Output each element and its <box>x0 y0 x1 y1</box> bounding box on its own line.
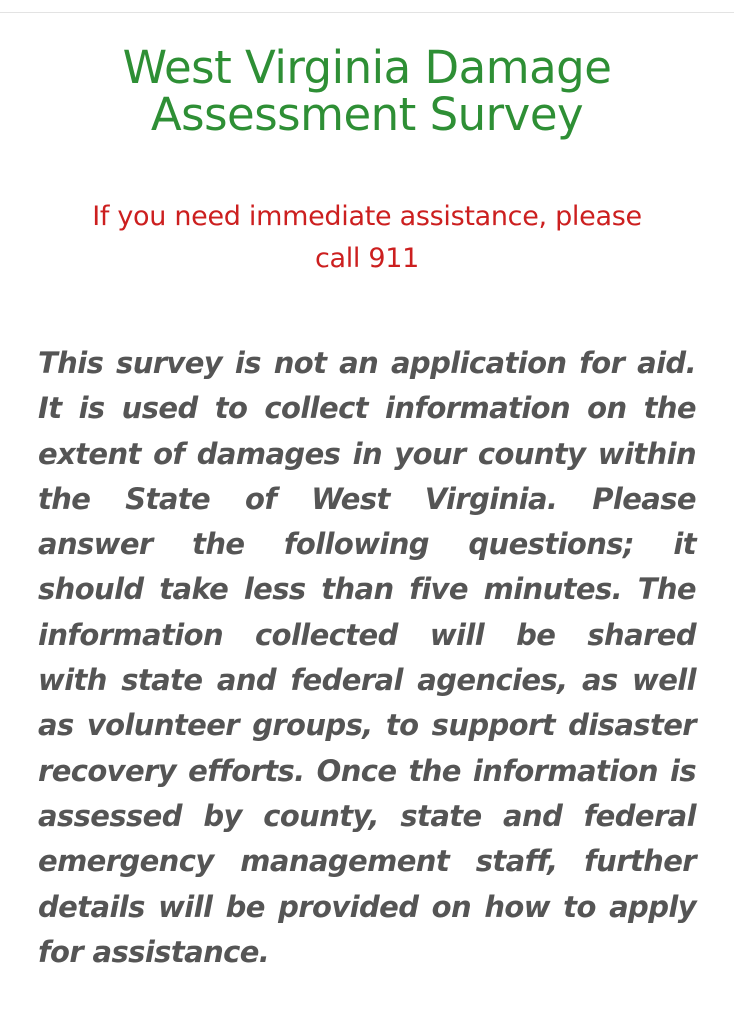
description-line: It is used to collect information on the <box>38 391 696 426</box>
description-line: answer the following questions; it <box>38 527 696 562</box>
survey-description <box>38 341 696 975</box>
emergency-notice-line-1: If you need immediate assistance, please <box>92 201 642 232</box>
emergency-notice-line-2: call 911 <box>314 243 420 274</box>
description-line: information collected will be shared <box>38 617 696 652</box>
description-line: as volunteer groups, to support disaster <box>38 708 696 743</box>
description-line: for assistance. <box>38 934 270 969</box>
description-line: extent of damages in your county within <box>38 436 696 471</box>
emergency-notice <box>30 196 704 280</box>
description-line: recovery efforts. Once the information is <box>38 753 696 788</box>
description-line: with state and federal agencies, as well <box>38 663 696 698</box>
title-line-2: Assessment Survey <box>150 88 584 141</box>
description-line: This survey is not an application for aid. <box>38 346 696 380</box>
description-line: should take less than five minutes. The <box>38 572 696 607</box>
title-line-1: West Virginia Damage <box>122 41 612 94</box>
description-line: details will be provided on how to apply <box>38 889 696 924</box>
description-line: emergency management staff, further <box>38 844 696 879</box>
page-title <box>0 41 734 141</box>
top-divider <box>0 12 734 13</box>
description-line: the State of West Virginia. Please <box>38 481 696 516</box>
description-line: assessed by county, state and federal <box>38 798 696 833</box>
